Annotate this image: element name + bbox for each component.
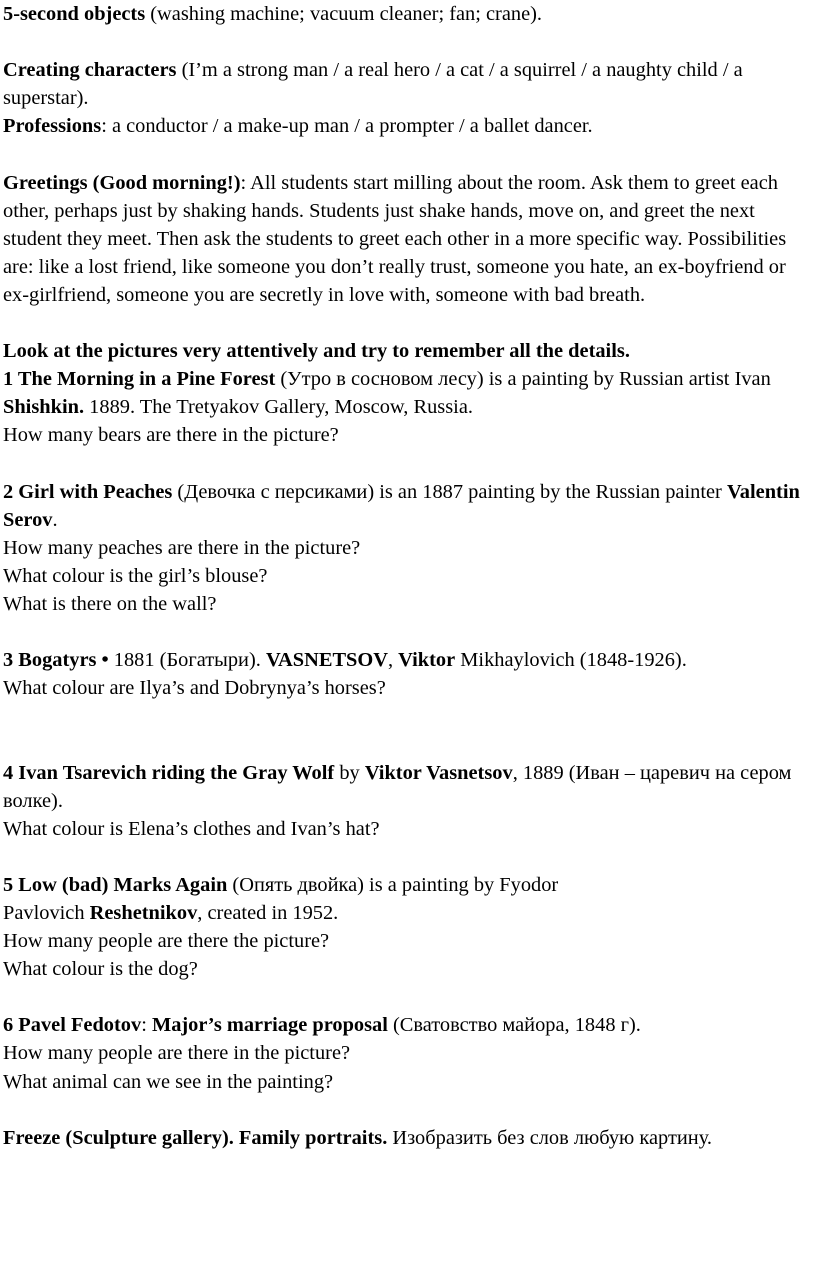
painting-6: 6 Pavel Fedotov: Major’s marriage proposal (Сватовство майора, 1848 г). bbox=[3, 1014, 641, 1037]
painting-3: 3 Bogatyrs • 1881 (Богатыри). VASNETSOV, Viktor Mikhaylovich (1848-1926). bbox=[3, 649, 687, 672]
painting-4: 4 Ivan Tsarevich riding the Gray Wolf by Viktor Vasnetsov, 1889 (Иван – царевич на сером волке). bbox=[3, 761, 792, 812]
painting-5-q1: How many people are there the picture? bbox=[3, 930, 330, 953]
painting-6-q2: What animal can we see in the painting? bbox=[3, 1070, 334, 1093]
painting-2-q3: What is there on the wall? bbox=[3, 592, 217, 615]
painting-5-q2: What colour is the dog? bbox=[3, 958, 198, 981]
freeze: Freeze (Sculpture gallery). Family portraits. Изобразить без слов любую картину. bbox=[3, 1126, 712, 1149]
painting-2: 2 Girl with Peaches (Девочка с персиками) is an 1887 painting by the Russian painter Valentin Serov. bbox=[3, 480, 800, 531]
professions: Professions: a conductor / a make-up man / a prompter / a ballet dancer. bbox=[3, 115, 593, 138]
greetings: Greetings (Good morning!): All students start milling about the room. Ask them to greet each other, perhaps just by shaking hands. Students just shake hands, move on, and greet the next student they meet. Then ask the students to greet each other in a more specific way. Possibilities are: like a lost friend, like someone you don’t really trust, someone you hate, an ex-boyfriend or ex-girlfriend, someone you are secretly in love with, someone with bad breath. bbox=[3, 171, 787, 306]
painting-6-q1: How many people are there in the picture? bbox=[3, 1042, 351, 1065]
look-at-pictures-heading: Look at the pictures very attentively and try to remember all the details. bbox=[3, 340, 630, 363]
painting-1: 1 The Morning in a Pine Forest (Утро в сосновом лесу) is a painting by Russian artist Ivan Shishkin. 1889. The Tretyakov Gallery, Moscow, Russia. bbox=[3, 368, 771, 419]
five-second-objects: 5-second objects (washing machine; vacuum cleaner; fan; crane). bbox=[3, 3, 543, 25]
painting-2-q1: How many peaches are there in the picture? bbox=[3, 536, 361, 559]
painting-4-q1: What colour is Elena’s clothes and Ivan’s hat? bbox=[3, 817, 380, 840]
painting-1-q1: How many bears are there in the picture? bbox=[3, 424, 339, 447]
painting-5: 5 Low (bad) Marks Again (Опять двойка) is a painting by Fyodor Pavlovich Reshetnikov, created in 1952. bbox=[3, 873, 559, 924]
creating-characters: Creating characters (I’m a strong man / a real hero / a cat / a squirrel / a naughty child / a superstar). bbox=[3, 59, 743, 110]
painting-2-q2: What colour is the girl’s blouse? bbox=[3, 564, 268, 587]
painting-3-q1: What colour are Ilya’s and Dobrynya’s horses? bbox=[3, 677, 386, 700]
